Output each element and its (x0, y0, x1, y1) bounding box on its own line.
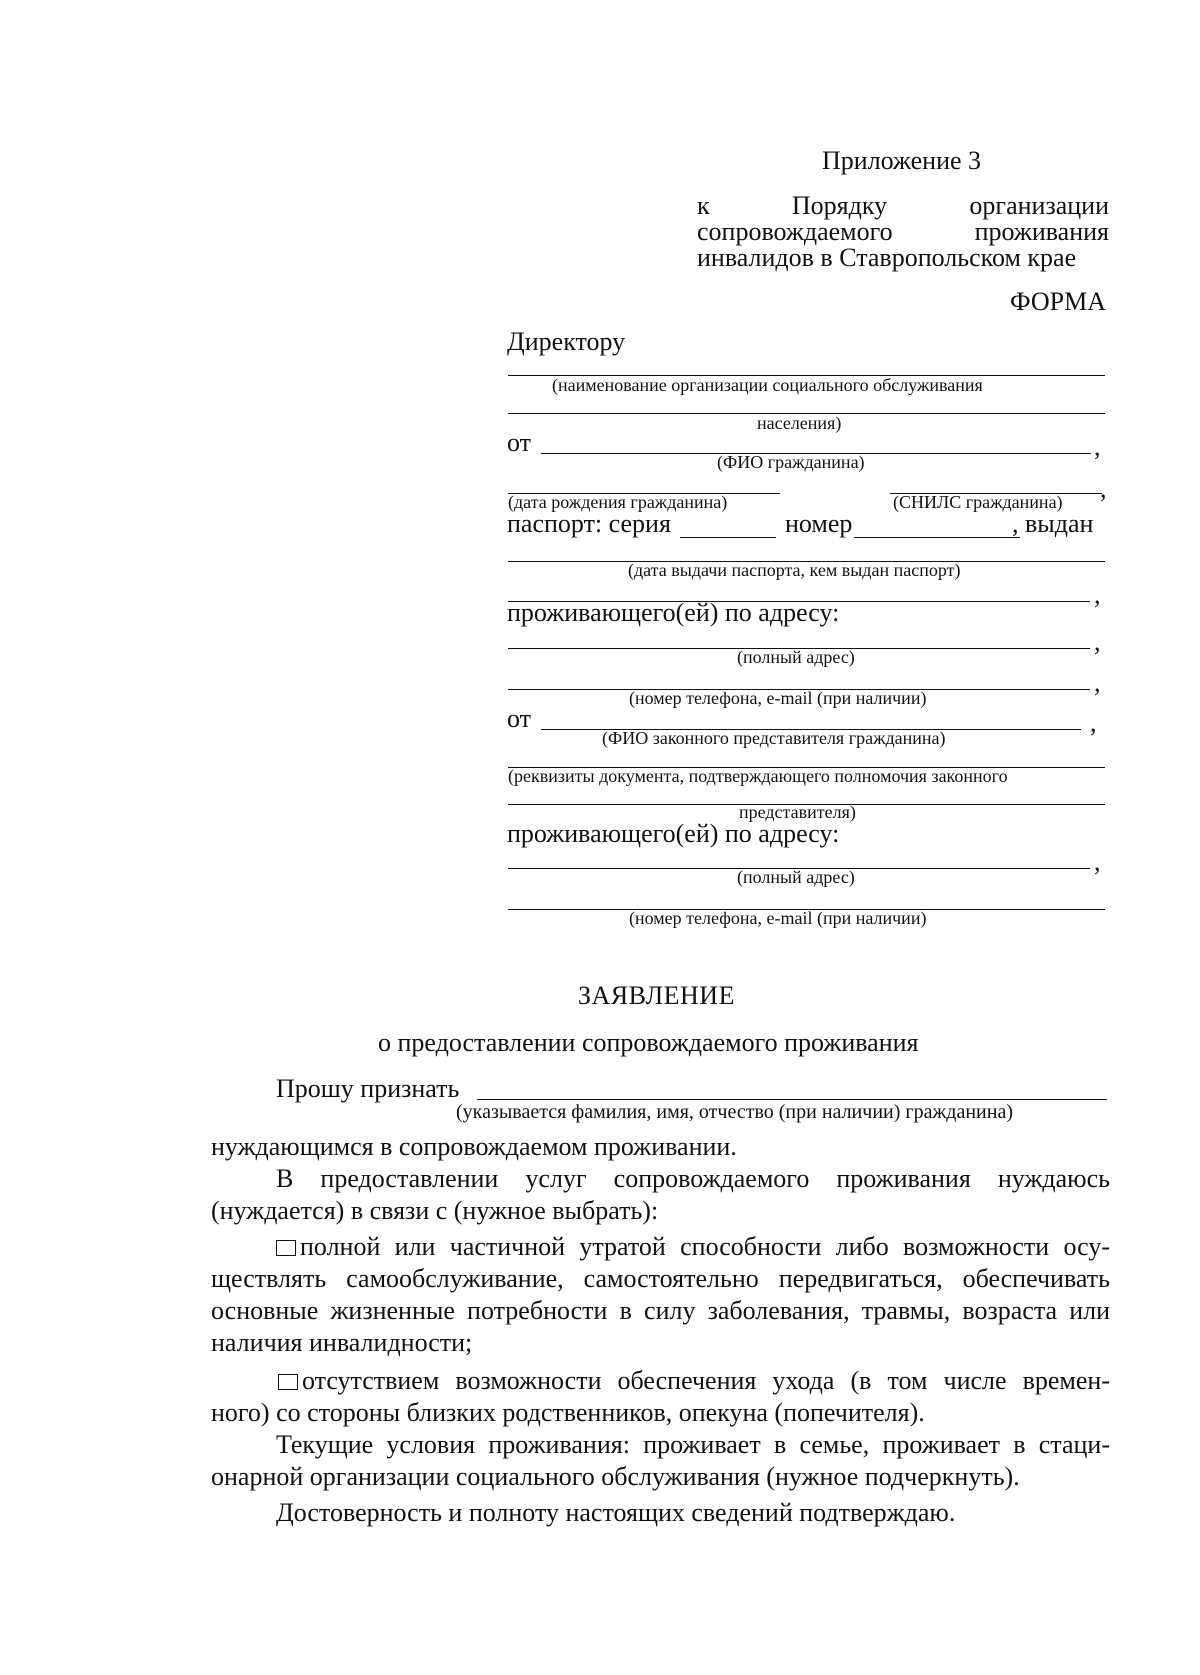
birth-date-caption: (дата рождения гражданина) (508, 492, 728, 512)
residing-label-2: проживающего(ей) по адресу: (507, 819, 840, 848)
confirmation-text: Достоверность и полноту настоящих сведений подтверждаю. (276, 1498, 956, 1527)
reference-line-3: инвалидов в Ставропольском крае (697, 243, 1077, 272)
option-2-line-2: ного) со стороны близких родственников, опекуна (попечителя). (211, 1398, 925, 1427)
representative-doc-caption-2: представителя) (739, 802, 856, 822)
passport-number-label: номер (785, 509, 853, 538)
comma-5: , (1094, 668, 1101, 697)
ref-word-order: Порядку (791, 191, 888, 220)
ref-word-accompanied: сопровождаемого (697, 217, 893, 246)
reason-line-1: В предоставлении услуг сопровождаемого проживания нуждаюсь (276, 1164, 1110, 1193)
ref-word-organization: организации (969, 191, 1109, 220)
comma-2: , (1100, 474, 1107, 503)
comma-3: , (1094, 580, 1101, 609)
reference-line-2 (697, 219, 1109, 245)
passport-issue-caption: (дата выдачи паспорта, кем выдан паспорт) (628, 560, 961, 580)
option-1-line-2: ществлять самообслуживание, самостоятельно передвигаться, обеспечивать (211, 1264, 1110, 1293)
reference-line-1 (697, 193, 1109, 219)
option-1-line-4: наличия инвалидности; (211, 1328, 473, 1357)
comma-1: , (1094, 432, 1101, 461)
comma-4: , (1094, 627, 1101, 656)
request-name-caption: (указывается фамилия, имя, отчество (при наличии) гражданина) (456, 1101, 1013, 1123)
from-label-1: от (507, 428, 532, 457)
option-2-line-1 (278, 1365, 1110, 1398)
comma-6: , (1090, 708, 1097, 737)
address-caption-1: (полный адрес) (737, 647, 855, 667)
option-1-checkbox[interactable] (276, 1240, 296, 1256)
form-label: ФОРМА (1010, 287, 1106, 316)
application-subtitle: о предоставлении сопровождаемого проживания (378, 1028, 919, 1057)
passport-number-line[interactable] (854, 537, 1020, 538)
conditions-line-1: Текущие условия проживания: проживает в семье, проживает в стаци- (276, 1430, 1110, 1459)
application-title: ЗАЯВЛЕНИЕ (578, 981, 735, 1010)
passport-series-line[interactable] (680, 537, 776, 538)
option-1-line-1 (276, 1231, 1110, 1264)
reason-line-2: (нуждается) в связи с (нужное выбрать): (211, 1196, 659, 1225)
org-name-caption-2: населения) (757, 413, 842, 433)
needing-text: нуждающимся в сопровождаемом проживании. (211, 1132, 737, 1161)
passport-issued-label: , выдан (1012, 509, 1094, 538)
representative-name-caption: (ФИО законного представителя гражданина) (602, 728, 946, 748)
ref-word-k: к (697, 191, 710, 220)
option-2-text-1: отсутствием возможности обеспечения ухода (в том числе времен- (302, 1366, 1110, 1395)
address-caption-2: (полный адрес) (737, 867, 855, 887)
request-name-line[interactable] (477, 1099, 1107, 1100)
comma-7: , (1094, 847, 1101, 876)
option-1-line-3: основные жизненные потребности в силу заболевания, травмы, возраста или (211, 1296, 1110, 1325)
representative-doc-caption: (реквизиты документа, подтверждающего полномочия законного (508, 766, 1008, 786)
phone-caption-2: (номер телефона, e-mail (при наличии) (629, 908, 927, 928)
citizen-name-caption: (ФИО гражданина) (717, 452, 865, 472)
appendix-title: Приложение 3 (822, 146, 982, 175)
residing-label-1: проживающего(ей) по адресу: (507, 598, 840, 627)
phone-caption-1: (номер телефона, e-mail (при наличии) (629, 688, 927, 708)
passport-series-label: паспорт: серия (507, 509, 671, 538)
conditions-line-2: онарной организации социального обслуживания (нужное подчеркнуть). (211, 1462, 1020, 1491)
request-label: Прошу признать (276, 1074, 460, 1103)
option-1-text-1: полной или частичной утратой способности либо возможности осу- (300, 1232, 1110, 1261)
ref-word-living: проживания (974, 217, 1109, 246)
snils-caption: (СНИЛС гражданина) (893, 492, 1063, 512)
from-label-2: от (507, 704, 532, 733)
option-2-checkbox[interactable] (278, 1374, 298, 1390)
org-name-caption: (наименование организации социального обслуживания (552, 375, 983, 395)
addressee-director: Директору (507, 327, 626, 356)
